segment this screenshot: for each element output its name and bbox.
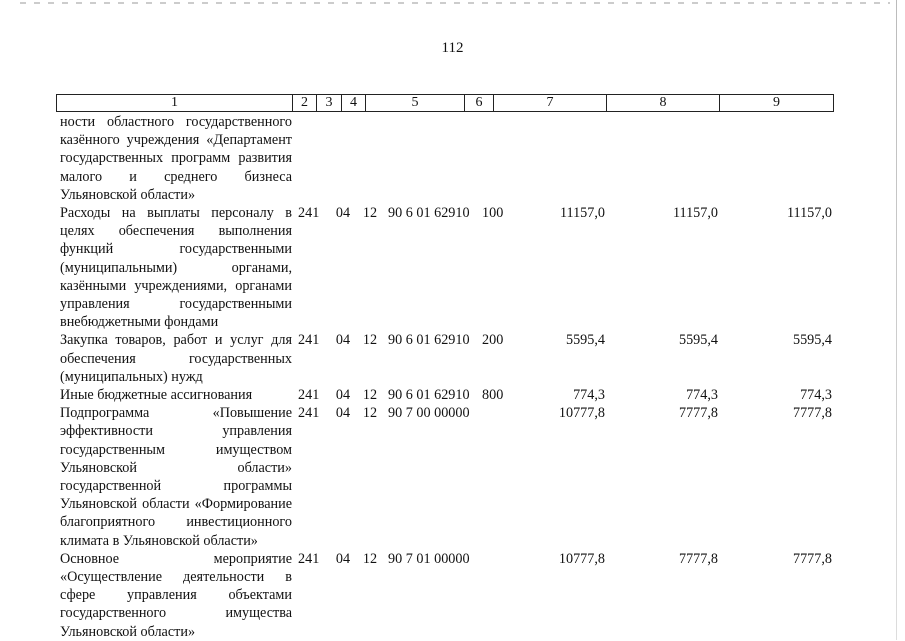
cell-target-article: 90 6 01 62910 — [388, 332, 470, 349]
cell-ministry: 241 — [298, 405, 320, 422]
cell-ministry: 241 — [298, 205, 320, 222]
cell-amount-2 — [605, 113, 718, 204]
header-cell: 1 — [57, 95, 293, 111]
cell-section — [328, 113, 358, 204]
table-row — [60, 204, 832, 331]
cell-subsection — [358, 113, 382, 204]
cell-amount-2: 11157,0 — [672, 205, 718, 222]
cell-ministry: 241 — [298, 387, 320, 404]
cell-expense-type: 200 — [482, 332, 504, 349]
cell-amount-3: 11157,0 — [786, 205, 832, 222]
cell-expense-type — [482, 113, 512, 204]
table-row — [60, 550, 832, 641]
cell-subsection: 12 — [362, 405, 378, 422]
table-row — [60, 386, 832, 404]
cell-section: 04 — [335, 387, 351, 404]
cell-ministry: 241 — [298, 550, 320, 567]
cell-amount-2: 774,3 — [686, 387, 718, 404]
cell-ministry — [292, 113, 328, 204]
row-name: Иные бюджетные ассигнования — [60, 387, 253, 404]
header-cell: 2 — [293, 95, 317, 111]
table-row — [60, 331, 832, 386]
cell-expense-type — [482, 404, 512, 550]
cell-amount-2: 7777,8 — [678, 550, 718, 567]
cell-amount-3: 5595,4 — [792, 332, 832, 349]
row-name: Закупка товаров, работ и услуг для обеспечения государственных (муниципальных) нужд — [60, 332, 292, 385]
row-name: Подпрограмма «Повышение эффективности управления государственным имуществом Ульяновской области» государственной программы Ульяновской области «Формирование благоприятного инвестиционного климата в Ульяновской области» — [60, 405, 292, 549]
cell-amount-1: 10777,8 — [558, 550, 605, 567]
cell-amount-1: 774,3 — [573, 387, 605, 404]
header-cell: 9 — [773, 95, 780, 110]
cell-ministry: 241 — [298, 332, 320, 349]
cell-target-article — [382, 113, 482, 204]
row-name: Основное мероприятие «Осуществление деятельности в сфере управления объектами государственного имущества Ульяновской области» — [60, 550, 292, 640]
header-cell: 8 — [607, 95, 720, 111]
cell-expense-type: 100 — [482, 205, 504, 222]
table-row — [60, 404, 832, 550]
header-cell: 5 — [366, 95, 465, 111]
cell-target-article: 90 6 01 62910 — [388, 205, 470, 222]
cell-amount-1: 5595,4 — [565, 332, 605, 349]
cell-section: 04 — [335, 332, 351, 349]
header-cell: 6 — [465, 95, 494, 111]
cell-section: 04 — [335, 405, 351, 422]
cell-subsection: 12 — [362, 550, 378, 567]
row-name: ности областного государственного казённого учреждения «Департамент государственных программ развития малого и среднего бизнеса Ульяновской области» — [60, 114, 292, 203]
cell-amount-3 — [718, 113, 832, 204]
cell-amount-3: 774,3 — [800, 387, 832, 404]
cell-section: 04 — [335, 550, 351, 567]
table-body — [60, 113, 832, 641]
row-name: Расходы на выплаты персоналу в целях обеспечения выполнения функций государственными (муниципальными) органами, казёнными учреждениями, органами управления государственными внебюджетными фондами — [60, 205, 292, 331]
cell-amount-3: 7777,8 — [792, 405, 832, 422]
page-edge — [896, 0, 897, 640]
table-header — [56, 94, 834, 112]
cell-subsection: 12 — [362, 332, 378, 349]
cell-section: 04 — [335, 205, 351, 222]
cell-amount-1 — [512, 113, 605, 204]
cell-amount-1: 11157,0 — [559, 205, 605, 222]
cell-amount-2: 5595,4 — [678, 332, 718, 349]
header-cell: 4 — [342, 95, 366, 111]
header-cell: 7 — [494, 95, 607, 111]
cell-subsection: 12 — [362, 387, 378, 404]
scan-artifact — [20, 2, 890, 4]
cell-expense-type: 800 — [482, 387, 504, 404]
cell-amount-1: 10777,8 — [558, 405, 605, 422]
cell-target-article: 90 7 00 00000 — [388, 405, 470, 422]
cell-target-article: 90 6 01 62910 — [388, 387, 470, 404]
header-cell: 3 — [317, 95, 342, 111]
cell-amount-2: 7777,8 — [678, 405, 718, 422]
cell-target-article: 90 7 01 00000 — [388, 550, 470, 567]
table-row — [60, 113, 832, 204]
cell-subsection: 12 — [362, 205, 378, 222]
page-number: 112 — [441, 40, 464, 56]
cell-expense-type — [482, 550, 512, 641]
cell-amount-3: 7777,8 — [792, 550, 832, 567]
